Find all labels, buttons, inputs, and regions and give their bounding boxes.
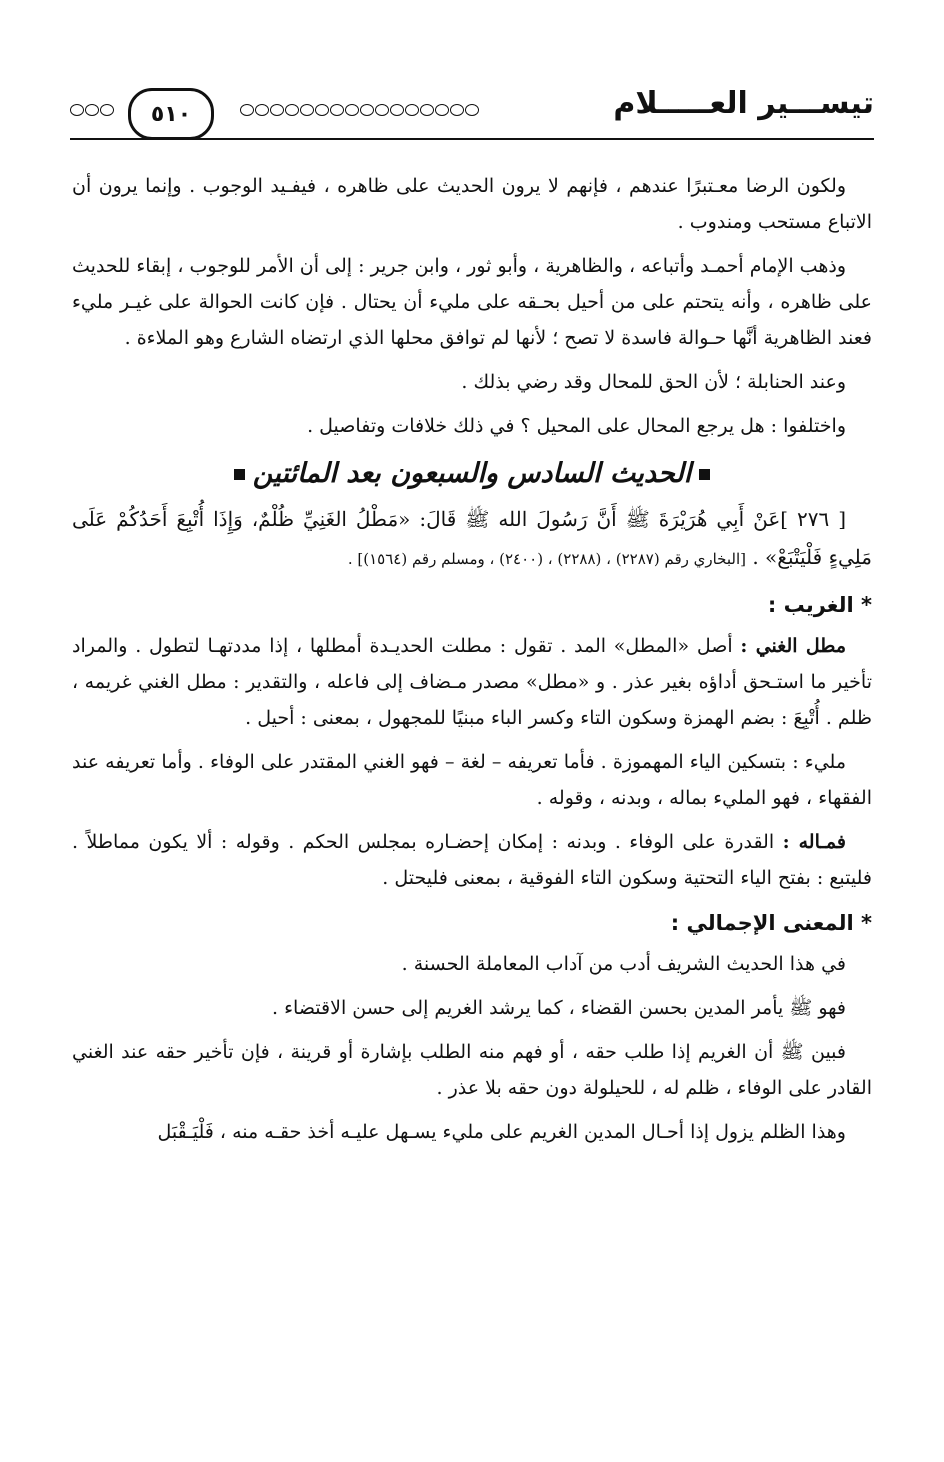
- page-number: ٥١٠: [128, 88, 214, 140]
- paragraph: وذهب الإمام أحمـد وأتباعه ، والظاهرية ، وأبو ثور ، وابن جرير : إلى أن الأمر للوجوب ، إبقاء للحديث على ظاهره ، وأنه يتحتم على من أحيل بحـقه على مليء أن يحتال . فإن كانت الحوالة على غيـر مليء فعند الظاهرية أنَّها حـوالة فاسدة لا تصح ؛ لأنها لم توافق محلها الذي ارتضاه الشارع وهو الملاءة .: [72, 255, 872, 349]
- gharib-paragraph: [72, 628, 872, 736]
- page-content: [72, 168, 872, 1158]
- header-ornament-center: [240, 104, 479, 118]
- paragraph: ولكون الرضا معـتبرًا عندهم ، فإنهم لا يرون الحديث على ظاهره ، فيفـيد الوجوب . وإنما يرون أن الاتباع مستحب ومندوب .: [72, 175, 872, 233]
- gharib-heading: * الغريب :: [767, 593, 872, 617]
- term-definition: القدرة على الوفاء . وبدنه : إمكان إحضـاره بمجلس الحكم . وقوله : ألا يكون مماطلاً . فليتبع : بفتح الياء التحتية وسكون التاء الفوقية ، بمعنى فليحتل .: [72, 831, 872, 889]
- gharib-paragraph: مليء : بتسكين الياء المهموزة . فأما تعريفه – لغة – فهو الغني المقتدر على الوفاء . وأما تعريفه عند الفقهاء ، فهو المليء بماله ، وبدنه ، وقوله .: [72, 751, 872, 809]
- paragraph: وعند الحنابلة ؛ لأن الحق للمحال وقد رضي بذلك .: [461, 371, 846, 393]
- gharib-paragraph: [72, 824, 872, 896]
- ijmali-paragraph: وهذا الظلم يزول إذا أحـال المدين الغريم على مليء يسـهل عليـه أخذ حقـه منه ، فَلْيَـقْبَل: [157, 1121, 846, 1143]
- ijmali-paragraph: في هذا الحديث الشريف أدب من آداب المعاملة الحسنة .: [401, 953, 846, 975]
- term-label: فمـاله :: [782, 831, 846, 853]
- ijmali-paragraph: فبين ﷺ أن الغريم إذا طلب حقه ، أو فهم منه الطلب بإشارة أو قرينة ، فإن تأخير حقه عند الغني القادر على الوفاء ، ظلم له ، للحيلولة دون حقه بلا عذر .: [72, 1041, 872, 1099]
- paragraph: واختلفوا : هل يرجع المحال على المحيل ؟ في ذلك خلافات وتفاصيل .: [307, 415, 846, 437]
- square-bullet-icon: [699, 469, 710, 480]
- header-ornament-left: [70, 104, 114, 118]
- hadith-body: [ ٢٧٦ ]عَنْ أَبِي هُرَيْرَةَ ﷺ أَنَّ رَسُولَ الله ﷺ قَالَ: «مَطْلُ الغَنِيِّ ظُلْمٌ، وَإِذَا أُتْبِعَ أَحَدُكُمْ عَلَى مَلِيءٍ فَلْيَتْبَعْ» .: [72, 507, 872, 569]
- ijmali-paragraph: فهو ﷺ يأمر المدين بحسن القضاء ، كما يرشد الغريم إلى حسن الاقتضاء .: [272, 997, 846, 1019]
- hadith-heading-text: الحديث السادس والسبعون بعد المائتين: [252, 458, 692, 489]
- square-bullet-icon: [234, 469, 245, 480]
- term-label: مطل الغني :: [740, 635, 846, 657]
- book-title: تيســـير العـــــلام: [613, 86, 874, 121]
- hadith-heading: [72, 452, 872, 496]
- header-rule: [70, 138, 874, 140]
- hadith-text: [72, 500, 872, 578]
- ijmali-heading: * المعنى الإجمالي :: [670, 911, 872, 935]
- hadith-reference: [البخاري رقم (٢٢٨٧) ، (٢٢٨٨) ، (٢٤٠٠) ، ومسلم رقم (١٥٦٤)] .: [347, 550, 746, 568]
- page-header: [70, 82, 874, 142]
- term-definition: أصل «المطل» المد . تقول : مطلت الحديـدة أمطلها ، إذا مددتهـا لتطول . والمراد تأخير ما استـحق أداؤه بغير عذر . و «مطل» مصدر مـضاف إلى فاعله ، والتقدير : مطل الغني غريمه ، ظلم . أُتْبِعَ : بضم الهمزة وسكون التاء وكسر الباء مبنيًا للمجهول ، بمعنى : أحيل .: [72, 635, 872, 729]
